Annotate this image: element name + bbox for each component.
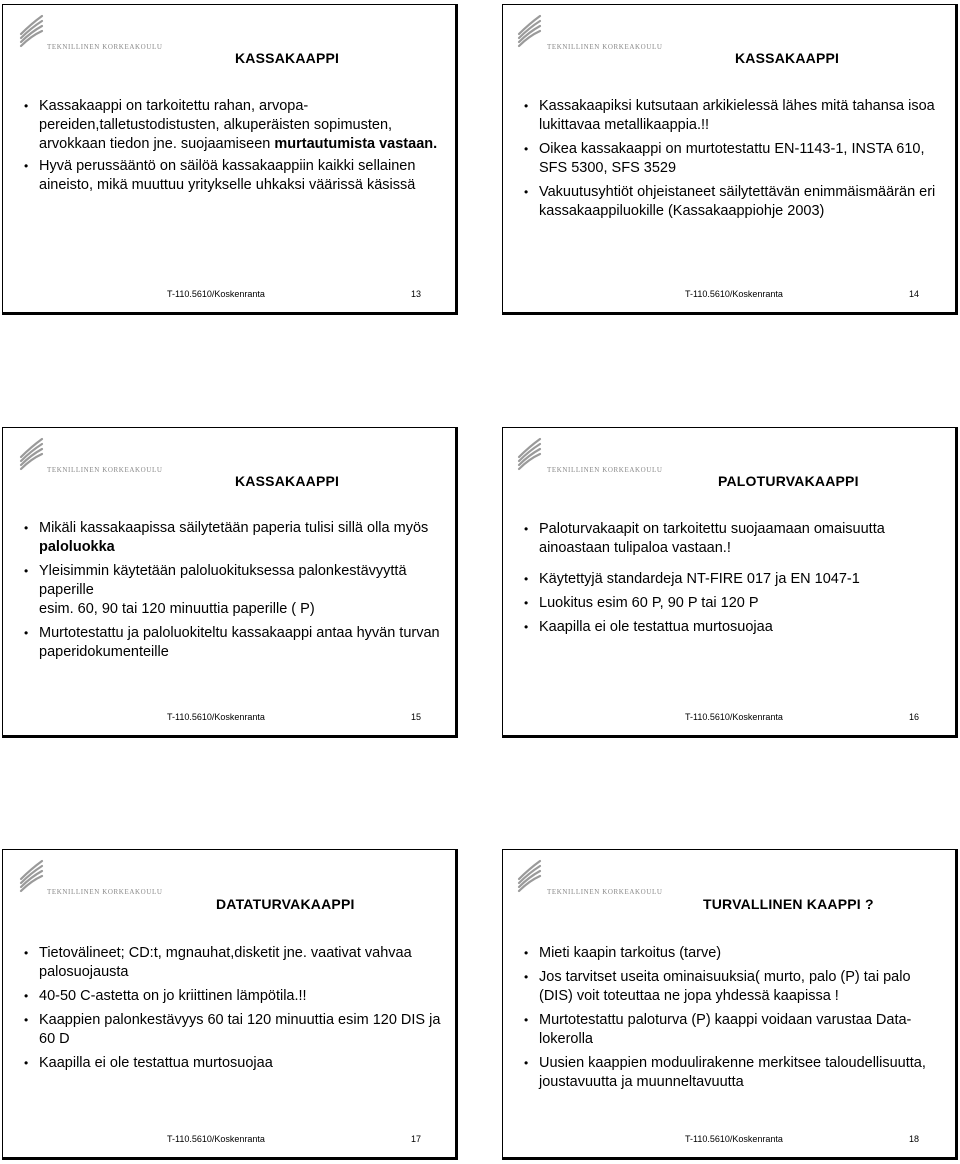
university-name: TEKNILLINEN KORKEAKOULU xyxy=(547,888,663,896)
footer-course: T-110.5610/Koskenranta xyxy=(685,289,783,299)
bullet-item: • Kaappien palonkestävyys 60 tai 120 minuuttia esim 120 DIS ja 60 D xyxy=(21,1011,443,1049)
slide-title: DATATURVAKAAPPI xyxy=(216,896,355,912)
university-name: TEKNILLINEN KORKEAKOULU xyxy=(547,466,663,474)
bullet-item: • Tietovälineet; CD:t, mgnauhat,disketit jne. vaativat vahvaa palosuojausta xyxy=(21,944,443,982)
bullet-item: • Kassakaappi on tarkoitettu rahan, arvopa-pereiden,talletustodistusten, alkuperäisten sopimusten, arvokkaan tiedon jne. suojaamiseen murtautumista vastaan. xyxy=(21,97,443,154)
slide-body xyxy=(521,944,943,1097)
bullet-item: • Jos tarvitset useita ominaisuuksia( murto, palo (P) tai palo (DIS) voit toteuttaa ne jopa yhdessä kaapissa ! xyxy=(521,968,943,1006)
slide-16 xyxy=(502,427,958,738)
slide-17 xyxy=(2,849,458,1160)
university-logo-icon xyxy=(515,12,543,48)
footer-course: T-110.5610/Koskenranta xyxy=(167,1134,265,1144)
footer-page-number: 14 xyxy=(909,289,920,299)
slide-18 xyxy=(502,849,958,1160)
slide-title: TURVALLINEN KAAPPI ? xyxy=(703,896,874,912)
bullet-item: • Uusien kaappien moduulirakenne merkitsee taloudellisuutta, joustavuutta ja muunneltavuutta xyxy=(521,1054,943,1092)
bullet-item: • Vakuutusyhtiöt ohjeistaneet säilytettävän enimmäismäärän eri kassakaappiluokille (Kassakaappiohje 2003) xyxy=(521,183,943,221)
slide-15 xyxy=(2,427,458,738)
university-logo-icon xyxy=(17,435,45,471)
university-name: TEKNILLINEN KORKEAKOULU xyxy=(547,43,663,51)
footer-course: T-110.5610/Koskenranta xyxy=(685,1134,783,1144)
footer-page-number: 15 xyxy=(411,712,422,722)
bullet-item: • Kaapilla ei ole testattua murtosuojaa xyxy=(21,1054,443,1073)
footer-course: T-110.5610/Koskenranta xyxy=(167,712,265,722)
university-logo-icon xyxy=(515,857,543,893)
university-name: TEKNILLINEN KORKEAKOULU xyxy=(47,888,163,896)
slide-title: KASSAKAAPPI xyxy=(735,50,840,66)
bullet-item: • Käytettyjä standardeja NT-FIRE 017 ja EN 1047-1 xyxy=(521,570,943,589)
slide-title: PALOTURVAKAAPPI xyxy=(718,473,859,489)
footer-course: T-110.5610/Koskenranta xyxy=(685,712,783,722)
university-name: TEKNILLINEN KORKEAKOULU xyxy=(47,43,163,51)
bullet-item: • Kassakaapiksi kutsutaan arkikielessä lähes mitä tahansa isoa lukittavaa metallikaappia.!! xyxy=(521,97,943,135)
slide-body xyxy=(521,97,943,226)
slide-13 xyxy=(2,4,458,315)
footer-course: T-110.5610/Koskenranta xyxy=(167,289,265,299)
slide-body xyxy=(21,519,443,667)
bullet-item: • Mieti kaapin tarkoitus (tarve) xyxy=(521,944,943,963)
slide-body xyxy=(21,97,443,200)
bullet-item: • 40-50 C-astetta on jo kriittinen lämpötila.!! xyxy=(21,987,443,1006)
bullet-item: • Oikea kassakaappi on murtotestattu EN-1143-1, INSTA 610, SFS 5300, SFS 3529 xyxy=(521,140,943,178)
bullet-item: • Luokitus esim 60 P, 90 P tai 120 P xyxy=(521,594,943,613)
bullet-item: • Mikäli kassakaapissa säilytetään paperia tulisi sillä olla myös paloluokka xyxy=(21,519,443,557)
university-logo-icon xyxy=(17,12,45,48)
bold-phrase: paloluokka xyxy=(39,539,115,555)
slide-title: KASSAKAAPPI xyxy=(235,50,340,66)
footer-page-number: 13 xyxy=(411,289,422,299)
bullet-continuation: esim. 60, 90 tai 120 minuuttia paperille ( P) xyxy=(39,601,315,617)
bullet-item: • Kaapilla ei ole testattua murtosuojaa xyxy=(521,618,943,637)
university-logo-icon xyxy=(17,857,45,893)
slide-14 xyxy=(502,4,958,315)
slide-body xyxy=(21,944,443,1078)
university-logo-icon xyxy=(515,435,543,471)
slide-body xyxy=(521,520,943,642)
bullet-item: • Paloturvakaapit on tarkoitettu suojaamaan omaisuutta ainoastaan tulipaloa vastaan.! xyxy=(521,520,943,558)
bullet-item: • Murtotestattu paloturva (P) kaappi voidaan varustaa Data-lokerolla xyxy=(521,1011,943,1049)
footer-page-number: 17 xyxy=(411,1134,422,1144)
bold-phrase: murtautumista vastaan. xyxy=(274,136,438,152)
bullet-item: • Murtotestattu ja paloluokiteltu kassakaappi antaa hyvän turvan paperidokumenteille xyxy=(21,624,443,662)
bullet-item: • Hyvä perussääntö on säilöä kassakaappiin kaikki sellainen aineisto, mikä muuttuu yritykselle uhkaksi väärissä käsissä xyxy=(21,157,443,195)
bullet-item: • Yleisimmin käytetään paloluokituksessa palonkestävyyttä paperille xyxy=(21,562,443,600)
slide-title: KASSAKAAPPI xyxy=(235,473,340,489)
footer-page-number: 16 xyxy=(909,712,920,722)
university-name: TEKNILLINEN KORKEAKOULU xyxy=(47,466,163,474)
footer-page-number: 18 xyxy=(909,1134,920,1144)
